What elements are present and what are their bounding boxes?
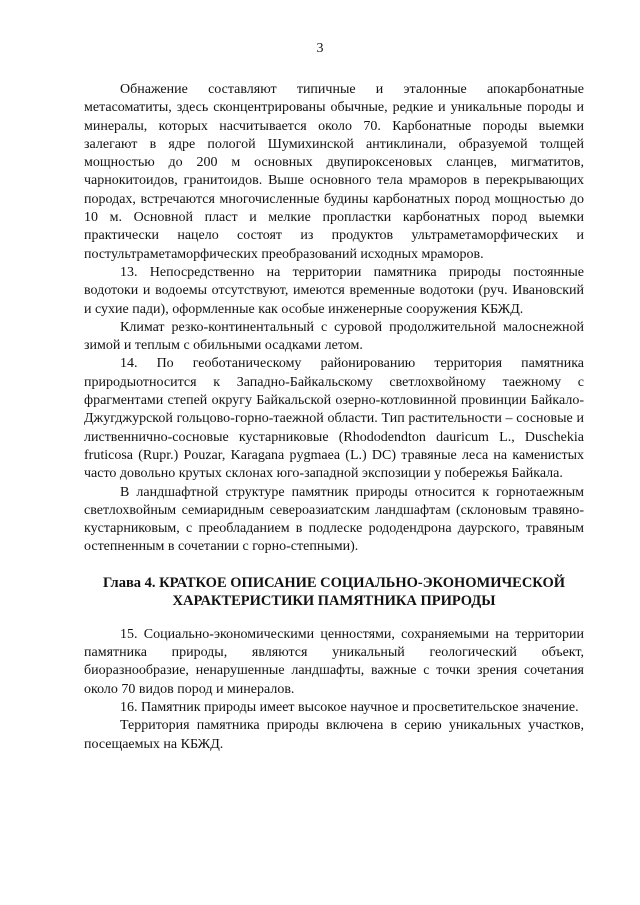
page-number: 3	[316, 41, 324, 56]
paragraph-16-scientific-value: 16. Памятник природы имеет высокое научное и просветительское значение.	[120, 699, 579, 715]
paragraph-14-geobotany: 14. По геоботаническому районированию территория памятника природыотносится к Западно-Байкальскому светлохвойному таежному с фрагментами степей округу Байкальской озерно-котловинной провинции Байкало-Джугджурской гольцово-горно-таежной области. Тип растительности – сосновые и лиственнично-сосновые кустарниковые (Rhododendton dauricum L., Duschekia fruticosa (Rupr.) Pouzar, Karagana pygmaea (L.) DC) травяные леса на каменистых часто довольно крутых склонах юго-западной экспозиции у побережья Байкала.	[84, 356, 584, 482]
chapter-heading	[84, 574, 584, 611]
paragraph-climate: Климат резко-континентальный с суровой продолжительной малоснежной зимой и теплым с обильными осадками летом.	[84, 319, 584, 354]
chapter-heading-line-2: ХАРАКТЕРИСТИКИ ПАМЯТНИКА ПРИРОДЫ	[172, 593, 496, 610]
chapter-heading-line-1: Глава 4. КРАТКОЕ ОПИСАНИЕ СОЦИАЛЬНО-ЭКОНОМИЧЕСКОЙ	[102, 574, 566, 591]
page-body	[84, 81, 584, 754]
paragraph-15-socioeconomic-values: 15. Социально-экономическими ценностями, сохраняемыми на территории памятника природы, являются уникальный геологический объект, биоразнообразие, ненарушенные ландшафты, важные с точки зрения сочетания около 70 видов пород и минералов.	[84, 626, 584, 697]
paragraph-outcrop-description: Обнажение составляют типичные и эталонные апокарбонатные метасоматиты, здесь сконцентрированы обычные, редкие и уникальные породы и минералы, которых насчитывается около 70. Карбонатные породы выемки залегают в ядре пологой Шумихинской антиклинали, образуемой толщей мощностью до 200 м основных двупироксеновых сланцев, мигматитов, чарнокитоидов, гранитоидов. Выше основного тела мраморов в перекрывающих породах, встречаются многочисленные будины карбонатных пород мощностью до 10 м. Основной пласт и мелкие пропластки карбонатных пород выемки практически нацело состоят из продуктов ультраметаморфических и постультраметаморфических преобразований исходных мраморов.	[84, 82, 584, 262]
paragraph-tourist-route: Территория памятника природы включена в серию уникальных участков, посещаемых на КБЖД.	[84, 718, 584, 752]
paragraph-13-water-bodies: 13. Непосредственно на территории памятника природы постоянные водотоки и водоемы отсутствуют, имеются временные водотоки (руч. Ивановский и сухие пади), оформленные как особые инженерные сооружения КБЖД.	[84, 264, 584, 317]
paragraph-landscape-structure: В ландшафтной структуре памятник природы относится к горнотаежным светлохвойным семиаридным североазиатским ландшафтам (склоновым травяно-кустарниковым, с преобладанием в подлеске рододендрона даурского, травяным остепненным в сочетании с горно-степными).	[84, 484, 584, 555]
